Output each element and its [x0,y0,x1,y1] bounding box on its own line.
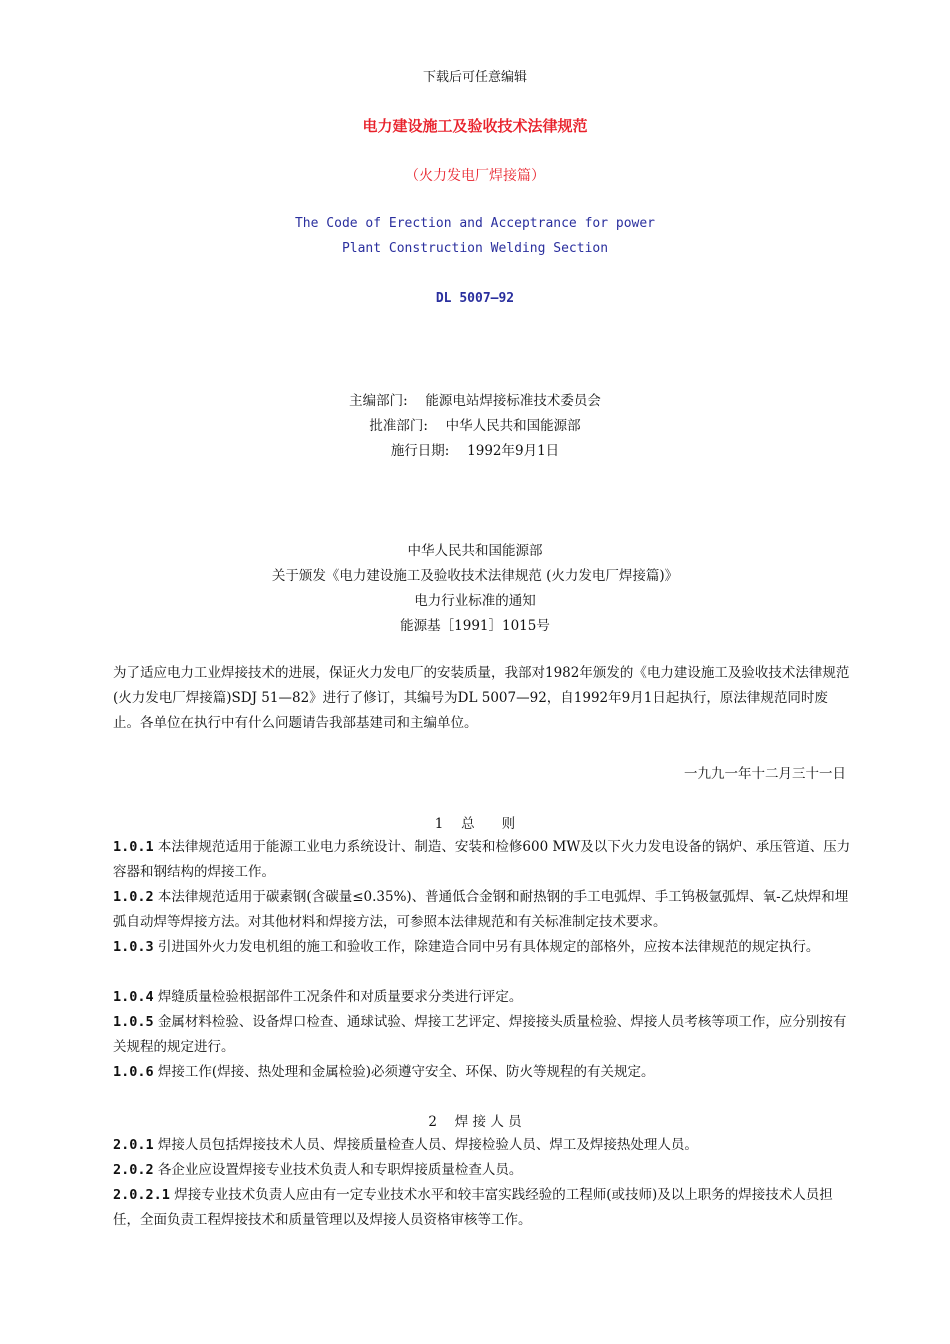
clause-number: 1.0.5 [113,1014,154,1030]
clause-number: 1.0.1 [113,839,154,855]
clause-text: 引进国外火力发电机组的施工和验收工作，除建造合同中另有具体规定的部格外，应按本法律规范的规定执行。 [153,939,820,955]
clause-text: 焊接专业技术负责人应由有一定专业技术水平和较丰富实践经验的工程师(或技师)及以上职务的焊接技术人员担任，全面负责工程焊接技术和质量管理以及焊接人员资格审核等工作。 [113,1187,833,1228]
clause-number: 1.0.3 [113,939,154,955]
clause-number: 1.0.6 [113,1064,154,1080]
section-2-heading: 2 焊 接 人 员 [428,1114,522,1130]
notice-date: 一九九一年十二月三十一日 [684,766,846,782]
effective-date-line: 施行日期: 1992年9月1日 [390,443,560,459]
clause-1-0-6 [113,1060,853,1085]
clause-1-0-1 [113,835,853,885]
notice-title: 关于颁发《电力建设施工及验收技术法律规范 (火力发电厂焊接篇)》 [271,568,679,584]
clause-2-0-2-1 [113,1183,853,1233]
clause-1-0-5 [113,1010,853,1060]
section-1-clauses [113,835,853,1085]
clause-2-0-2 [113,1158,853,1183]
clause-1-0-3 [113,935,853,960]
section-1-heading: 1 总 则 [434,816,516,832]
clause-number: 2.0.2.1 [113,1187,170,1203]
clause-text: 本法律规范适用于碳素钢(含碳量≤0.35%)、普通低合金钢和耐热钢的手工电弧焊、手工钨极氩弧焊、氧-乙炔焊和埋弧自动焊等焊接方法。对其他材料和焊接方法，可参照本法律规范和有关标准制定技术要求。 [113,889,849,930]
clause-text: 焊缝质量检验根据部件工况条件和对质量要求分类进行评定。 [153,989,523,1005]
clause-1-0-4 [113,985,853,1010]
editor-line: 主编部门: 能源电站焊接标准技术委员会 [349,393,601,409]
clause-number: 2.0.2 [113,1162,154,1178]
document-subtitle: （火力发电厂焊接篇） [405,168,545,184]
spacer [113,960,853,985]
notice-block [0,539,950,639]
metadata-block [0,389,950,464]
clause-2-0-1 [113,1133,853,1158]
standard-code: DL 5007—92 [435,291,515,306]
approver-line: 批准部门: 中华人民共和国能源部 [369,418,581,434]
header-note: 下载后可任意编辑 [422,70,527,85]
document-title: 电力建设施工及验收技术法律规范 [362,117,588,135]
clause-number: 1.0.4 [113,989,154,1005]
section-2-clauses [113,1133,853,1233]
clause-text: 焊接人员包括焊接技术人员、焊接质量检查人员、焊接检验人员、焊工及焊接热处理人员。 [153,1137,698,1153]
clause-1-0-2 [113,885,853,935]
clause-text: 焊接工作(焊接、热处理和金属检验)必须遵守安全、环保、防火等规程的有关规定。 [153,1064,655,1080]
notice-number: 能源基［1991］1015号 [400,618,550,634]
clause-text: 本法律规范适用于能源工业电力系统设计、制造、安装和检修600 MW及以下火力发电设备的锅炉、承压管道、压力容器和钢结构的焊接工作。 [113,839,851,880]
clause-number: 2.0.1 [113,1137,154,1153]
clause-number: 1.0.2 [113,889,154,905]
english-title-line-2: Plant Construction Welding Section [341,241,609,256]
clause-text: 各企业应设置焊接专业技术负责人和专职焊接质量检查人员。 [153,1162,523,1178]
english-title-line-1: The Code of Erection and Acceptrance for power [294,216,656,231]
notice-issuer: 中华人民共和国能源部 [407,543,543,559]
intro-paragraph: 为了适应电力工业焊接技术的进展，保证火力发电厂的安装质量，我部对1982年颁发的《电力建设施工及验收技术法律规范(火力发电厂焊接篇)SDJ 51—82》进行了修订，其编号为DL 5007—92，自1992年9月1日起执行，原法律规范同时废止。各单位在执行中有什么问题请告我部基建司和主编单位。 [113,665,850,731]
notice-subtitle: 电力行业标准的通知 [414,593,536,609]
clause-text: 金属材料检验、设备焊口检查、通球试验、焊接工艺评定、焊接接头质量检验、焊接人员考核等项工作，应分别按有关规程的规定进行。 [113,1014,847,1055]
